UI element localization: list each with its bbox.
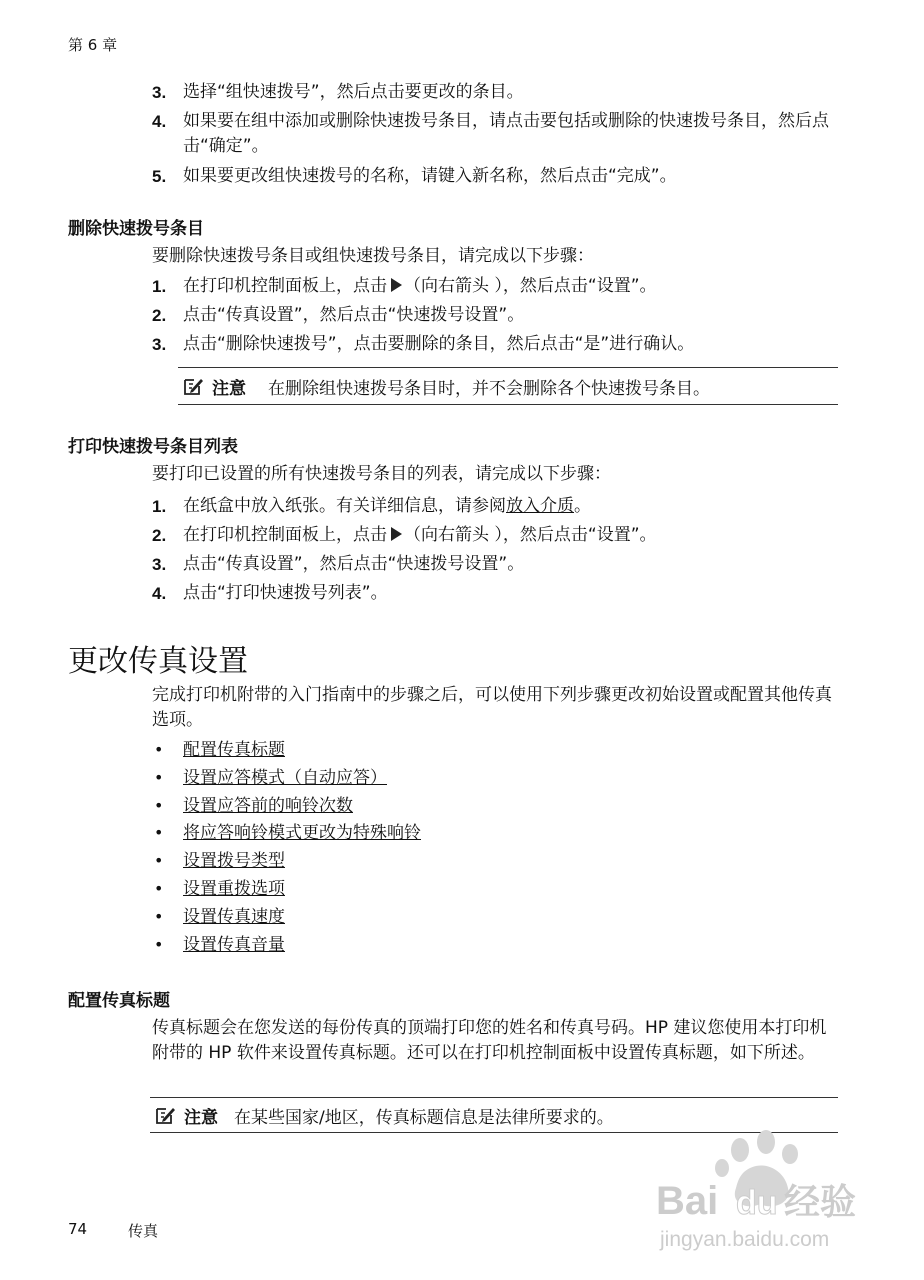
step-number: 2. [152,306,167,325]
list-item [152,933,842,961]
step-text: 如果要更改组快速拨号的名称，请键入新名称，然后点击“完成”。 [183,166,677,186]
right-arrow-icon [391,527,402,541]
list-item [152,552,842,577]
link-redial-options[interactable]: 设置重拨选项 [183,878,285,899]
note-icon [154,1104,176,1126]
list-item [152,494,842,519]
bullet-icon: • [154,878,164,898]
list-item [152,877,842,905]
step-number: 5. [152,167,167,186]
fax-settings-links [152,738,842,960]
step-number: 3. [152,335,167,354]
print-intro: 要打印已设置的所有快速拨号条目的列表，请完成以下步骤： [152,464,611,484]
list-item [152,332,842,357]
link-distinctive-ring[interactable]: 将应答响铃模式更改为特殊响铃 [183,823,421,844]
bullet-icon: • [154,795,164,815]
list-item [152,849,842,877]
list-item [152,80,842,105]
step-text: 在打印机控制面板上，点击 [183,525,387,545]
note-label: 注意 [212,378,246,399]
list-item [152,109,842,159]
step-text-end: （向右箭头 ），然后点击“设置”。 [404,525,657,545]
delete-heading: 删除快速拨号条目 [68,219,204,239]
list-item [152,766,842,794]
watermark-brand: Bai [656,1179,719,1223]
list-item [152,523,842,548]
step-text: 点击“打印快速拨号列表”。 [183,583,388,603]
step-number: 3. [152,555,167,574]
step-number: 2. [152,526,167,545]
bullet-icon: • [154,823,164,843]
delete-steps [152,274,842,357]
list-item [152,794,842,822]
step-text: 点击“删除快速拨号”，点击要删除的条目，然后点击“是”进行确认。 [183,334,695,354]
list-item [152,821,842,849]
list-item [152,738,842,766]
link-rings-to-answer[interactable]: 设置应答前的响铃次数 [183,795,353,816]
list-item [152,274,842,299]
step-text: 选择“组快速拨号”，然后点击要更改的条目。 [183,82,524,102]
note-label: 注意 [184,1107,218,1128]
load-media-link[interactable]: 放入介质 [506,496,574,516]
step-text-end: （向右箭头 ），然后点击“设置”。 [404,276,657,296]
step-number: 4. [152,112,167,131]
group-edit-steps [152,80,842,189]
baidu-jingyan-watermark [652,1128,872,1258]
link-answer-mode[interactable]: 设置应答模式（自动应答） [183,767,387,788]
list-item [152,303,842,328]
list-item [152,905,842,933]
list-item [152,581,842,606]
right-arrow-icon [391,278,402,292]
step-text: 如果要在组中添加或删除快速拨号条目，请点击要包括或删除的快速拨号条目，然后点击“确定”。 [183,111,829,156]
list-item [152,164,842,189]
change-intro: 完成打印机附带的入门指南中的步骤之后，可以使用下列步骤更改初始设置或配置其他传真选项。 [152,685,832,730]
link-fax-speed[interactable]: 设置传真速度 [183,906,285,927]
bullet-icon: • [154,851,164,871]
page-number: 74 [68,1220,88,1238]
footer-section: 传真 [128,1222,159,1240]
note-text: 在某些国家/地区，传真标题信息是法律所要求的。 [234,1107,614,1128]
link-fax-volume[interactable]: 设置传真音量 [183,934,285,955]
print-steps [152,494,842,606]
bullet-icon: • [154,934,164,954]
delete-note [178,367,838,405]
step-number: 1. [152,497,167,516]
link-dial-type[interactable]: 设置拨号类型 [183,851,285,872]
step-text: 在打印机控制面板上，点击 [183,276,387,296]
watermark-brand-du: du [736,1184,778,1222]
print-heading: 打印快速拨号条目列表 [68,437,238,457]
bullet-icon: • [154,767,164,787]
step-text-end: 。 [574,496,591,516]
note-text: 在删除组快速拨号条目时，并不会删除各个快速拨号条目。 [268,378,710,399]
fax-header-body: 传真标题会在您发送的每份传真的顶端打印您的姓名和传真号码。HP 建议您使用本打印机附带的 HP 软件来设置传真标题。还可以在打印机控制面板中设置传真标题，如下所述。 [152,1018,827,1063]
fax-header-heading: 配置传真标题 [68,991,170,1011]
bullet-icon: • [154,906,164,926]
note-icon [182,375,204,397]
bullet-icon: • [154,740,164,759]
chapter-label: 第 6 章 [68,36,118,54]
step-text: 点击“传真设置”，然后点击“快速拨号设置”。 [183,305,525,325]
step-number: 3. [152,83,167,102]
step-text: 点击“传真设置”，然后点击“快速拨号设置”。 [183,554,525,574]
watermark-product: 经验 [784,1182,857,1223]
watermark-url: jingyan.baidu.com [660,1228,830,1251]
delete-intro: 要删除快速拨号条目或组快速拨号条目，请完成以下步骤： [152,246,594,266]
step-number: 4. [152,584,167,603]
change-fax-settings-title: 更改传真设置 [68,644,248,679]
step-text: 在纸盒中放入纸张。有关详细信息，请参阅 [183,496,506,516]
link-configure-fax-header[interactable]: 配置传真标题 [183,740,285,760]
step-number: 1. [152,277,167,296]
